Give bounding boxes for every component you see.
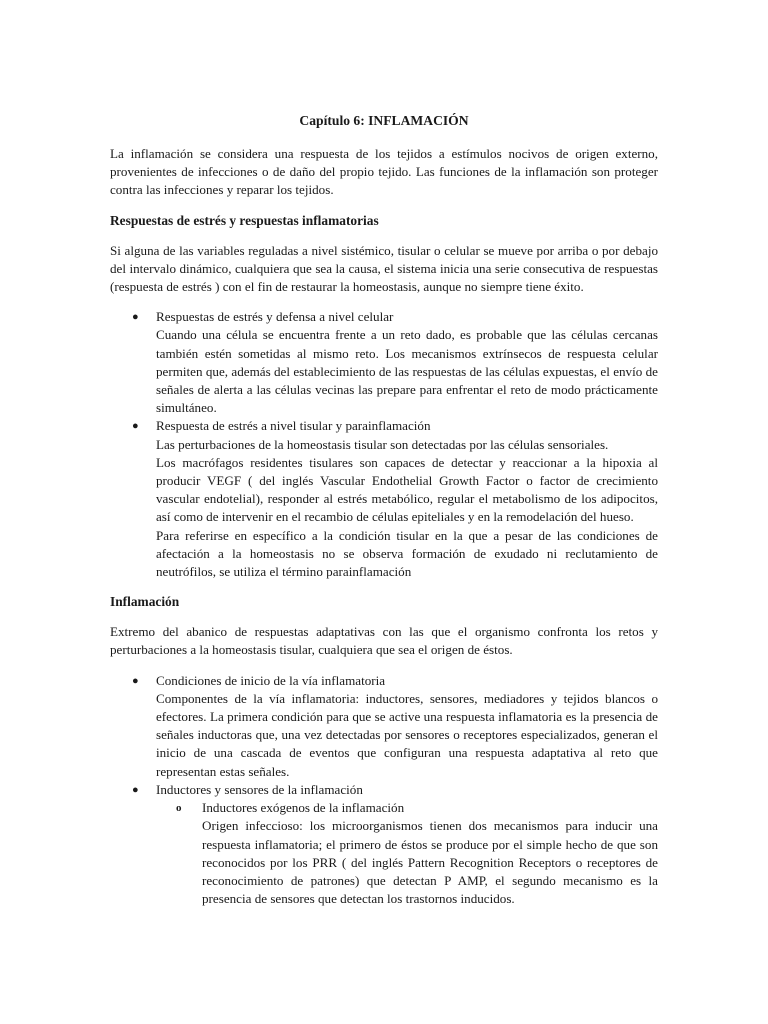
list-item [110, 417, 658, 581]
sub-item-body: Origen infeccioso: los microorganismos tienen dos mecanismos para inducir una respuesta inflamatoria; el primero de éstos se produce por el simple hecho de que son reconocidos por los PRR ( del inglés Pattern Recognition Receptors o receptores de reconocimiento de patrones) que detectan P AMP, el segundo mecanismo es la presencia de sensores que detectan los trastornos inducidos. [202, 818, 658, 907]
sub-item-title: Inductores exógenos de la inflamación [202, 800, 405, 816]
list-item-body: Las perturbaciones de la homeostasis tisular son detectadas por las células sensoriales. [156, 436, 609, 452]
sub-list-item [156, 799, 658, 908]
list-item [110, 308, 658, 417]
section-paragraph-stress: Si alguna de las variables reguladas a nivel sistémico, tisular o celular se mueve por arriba o por debajo del intervalo dinámico, cualquiera que sea la causa, el sistema inicia una serie consecutiva de respuestas (respuesta de estrés ) con el fin de restaurar la homeostasis, aunque no siempre tiene éxito. [110, 242, 658, 295]
section-heading-inflammation: Inflamación [110, 594, 180, 610]
section-heading-stress: Respuestas de estrés y respuestas inflamatorias [110, 212, 379, 228]
circle-bullet-icon: o [176, 802, 182, 815]
bullet-list-inflammation [110, 672, 658, 909]
bullet-icon: ● [132, 311, 139, 324]
list-item-title: Inductores y sensores de la inflamación [156, 781, 363, 797]
chapter-title: Capítulo 6: INFLAMACIÓN [299, 113, 469, 128]
list-item-title: Respuestas de estrés y defensa a nivel celular [156, 309, 394, 325]
sub-list [156, 799, 658, 908]
bullet-icon: ● [132, 674, 139, 687]
intro-paragraph: La inflamación se considera una respuesta de los tejidos a estímulos nocivos de origen externo, provenientes de infecciones o de daño del propio tejido. Las funciones de la inflamación son proteger contra las infecciones y reparar los tejidos. [110, 146, 658, 198]
bullet-icon: ● [132, 420, 139, 433]
bullet-icon: ● [132, 783, 139, 796]
list-item-title: Respuesta de estrés a nivel tisular y parainflamación [156, 418, 431, 434]
list-item [110, 781, 658, 908]
list-item-body: Para referirse en específico a la condición tisular en la que a pesar de las condiciones de afectación a la homeostasis no se observa formación de exudado ni reclutamiento de neutrófilos, se utiliza el término parainflamación [156, 527, 658, 580]
list-item-body: Los macrófagos residentes tisulares son capaces de detectar y reaccionar a la hipoxia al producir VEGF ( del inglés Vascular Endothelial Growth Factor o factor de crecimiento vascular endotelial), responder al estrés metabólico, regular el metabolismo de los adipocitos, así como de intervenir en el recambio de células epiteliales y en la remodelación del hueso. [156, 454, 658, 525]
list-item-title: Condiciones de inicio de la vía inflamatoria [156, 672, 386, 688]
list-item-body: Componentes de la vía inflamatoria: inductores, sensores, mediadores y tejidos blancos o efectores. La primera condición para que se active una respuesta inflamatoria es la presencia de señales inductoras que, una vez detectadas por sensores o receptores especializados, generan el inicio de una cascada de eventos que configuran una respuesta adaptativa al reto que representan estas señales. [156, 690, 658, 779]
bullet-list-stress [110, 308, 658, 581]
section-paragraph-inflammation: Extremo del abanico de respuestas adaptativas con las que el organismo confronta los retos y perturbaciones a la homeostasis tisular, cualquiera que sea el origen de éstos. [110, 624, 658, 658]
list-item [110, 672, 658, 781]
list-item-body: Cuando una célula se encuentra frente a un reto dado, es probable que las células cercanas también estén sometidas al mismo reto. Los mecanismos extrínsecos de respuesta celular permiten que, además del establecimiento de las respuestas de las células expuestas, el envío de señales de alerta a las células vecinas las prepare para enfrentar el reto de modo prácticamente simultáneo. [156, 327, 658, 416]
